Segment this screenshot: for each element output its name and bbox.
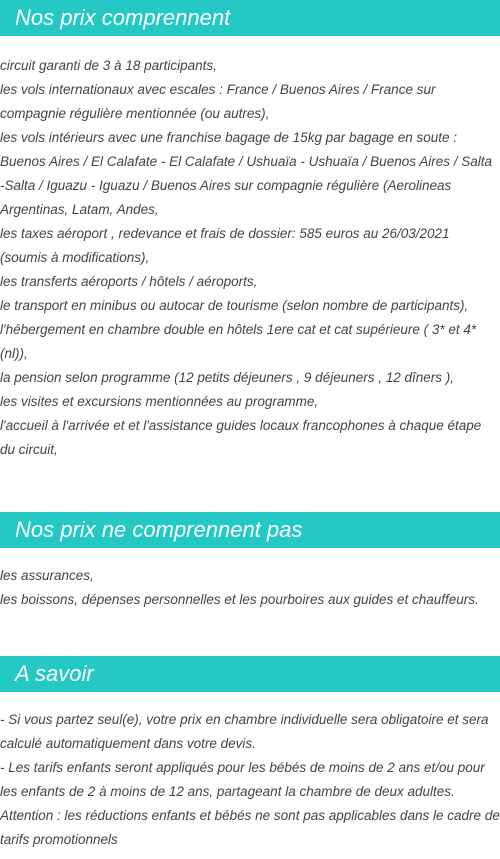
section-title-included: Nos prix comprennent [15,5,231,30]
list-item: la pension selon programme (12 petits déjeuners , 9 déjeuners , 12 dîners ), [0,370,455,385]
list-item: les taxes aéroport , redevance et frais de dossier: 585 euros au 26/03/2021 (soumis à modifications), [0,226,450,265]
section-title-not-included: Nos prix ne comprennent pas [15,517,303,542]
list-item: les boissons, dépenses personnelles et les pourboires aux guides et chauffeurs. [0,592,479,607]
list-item: circuit garanti de 3 à 18 participants, [0,58,217,73]
section-header-not-included [0,512,500,548]
section-title-good-to-know: A savoir [15,661,94,686]
list-item: l'hébergement en chambre double en hôtels 1ere cat et cat supérieure ( 3* et 4*(nl)), [0,322,477,361]
list-item: - Les tarifs enfants seront appliqués pour les bébés de moins de 2 ans et/ou pour les enfants de 2 à moins de 12 ans, partageant la chambre de deux adultes. Attention : les réductions enfants et bébés ne sont pas applicables dans le cadre de tarifs promotionnels [0,760,500,847]
list-item: les vols intérieurs avec une franchise bagage de 15kg par bagage en soute : Buenos Aires / El Calafate - El Calafate / Ushuaïa - Ushuaïa / Buenos Aires / Salta -Salta / Iguazu - Iguazu / Buenos Aires sur compagnie régulière (Aerolineas Argentinas, Latam, Andes, [0,130,492,217]
list-item: - Si vous partez seul(e), votre prix en chambre individuelle sera obligatoire et sera calculé automatiquement dans votre devis. [0,712,489,751]
list-item: l'accueil à l'arrivée et et l'assistance guides locaux francophones à chaque étape du circuit, [0,418,482,457]
list-item: les visites et excursions mentionnées au programme, [0,394,319,409]
list-item: les vols internationaux avec escales : France / Buenos Aires / France sur compagnie régulière mentionnée (ou autres), [0,82,436,121]
section-header-included [0,0,500,36]
list-item: les assurances, [0,568,94,583]
section-header-good-to-know [0,656,500,692]
list-item: le transport en minibus ou autocar de tourisme (selon nombre de participants), [0,298,469,313]
list-item: les transferts aéroports / hôtels / aéroports, [0,274,258,289]
section-body-good-to-know [0,692,500,852]
section-body-included [0,36,500,462]
section-body-not-included [0,548,500,612]
